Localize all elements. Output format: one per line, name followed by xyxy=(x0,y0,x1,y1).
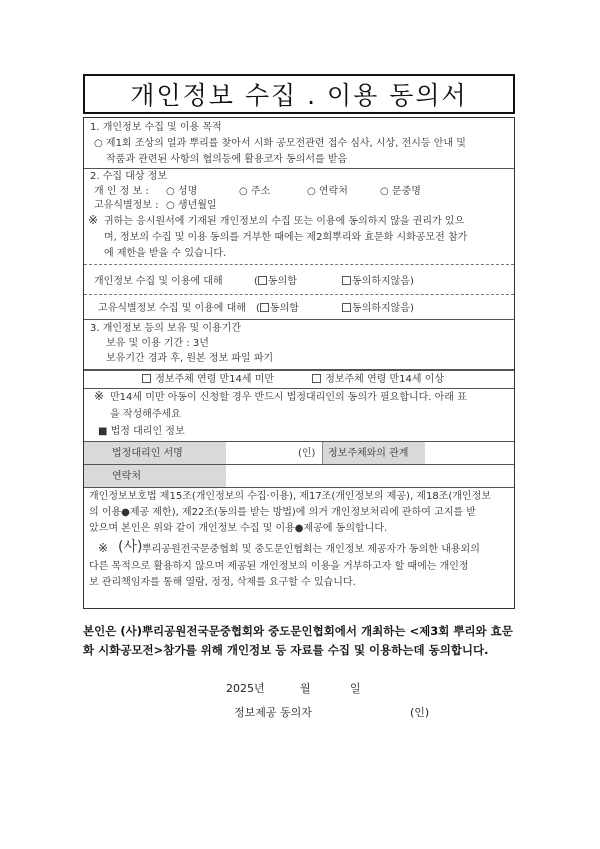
section1-heading: 1. 개인정보 수집 및 이용 목적 xyxy=(90,122,222,133)
title-box xyxy=(83,74,515,114)
checkbox-icon xyxy=(258,276,267,285)
personal-item-name: ○ 성명 xyxy=(166,186,198,197)
section3-heading: 3. 개인정보 등의 보유 및 이용기간 xyxy=(90,323,242,334)
note-line2: 며, 정보의 수집 및 이용 동의를 거부한 때에는 제2회뿌리와 효문화 시화공모전 참가 xyxy=(104,232,468,243)
divider xyxy=(84,294,514,295)
minor-note-line1: 만14세 미만 아동이 신청할 경우 반드시 법정대리인의 동의가 필요합니다. 아래 표 xyxy=(110,392,467,403)
consent1-agree[interactable]: ( 동의함 xyxy=(254,276,297,287)
signer-seal: (인) xyxy=(410,706,430,719)
section1-line1: ○ 제1회 조상의 얼과 뿌리를 찾아서 시화 공모전관련 접수 심사, 시상, 전시등 안내 및 xyxy=(94,138,466,149)
signer-label: 정보제공 동의자 xyxy=(234,706,312,719)
note-mark: ※ xyxy=(88,213,99,227)
personal-item-clan: ○ 문중명 xyxy=(380,186,421,197)
note-line1: 귀하는 응시원서에 기재된 개인정보의 수집 또는 이용에 동의하지 않을 권리가 있으 xyxy=(104,216,465,227)
final-note-line3: 보 관리책임자를 통해 열람, 정정, 삭제를 요구할 수 있습니다. xyxy=(89,577,356,588)
final-note-line1: 뿌리공원전국문중협회 및 중도문인협회는 개인정보 제공자가 동의한 내용외의 xyxy=(142,544,480,555)
checkbox-icon xyxy=(260,303,269,312)
document-title: 개인정보 수집 . 이용 동의서 xyxy=(130,81,468,110)
note-line3: 에 제한을 받을 수 있습니다. xyxy=(104,248,227,259)
date-year: 2025년 xyxy=(226,682,265,695)
section1-line2: 작품과 관련된 사항의 협의등에 활용코자 동의서를 받음 xyxy=(106,154,348,165)
divider xyxy=(84,369,514,371)
guardian-heading: ■ 법정 대리인 정보 xyxy=(98,426,185,437)
minor-note-mark: ※ xyxy=(94,389,105,403)
guardian-seal: (인) xyxy=(298,448,316,459)
law-line2: 의 이용●제공 제한), 제22조(동의를 받는 방법)에 의거 개인정보처리에 관하여 고지를 받 xyxy=(89,507,476,518)
consent-form xyxy=(83,117,515,609)
law-line3: 았으며 본인은 위와 같이 개인정보 수집 및 이용●제공에 동의합니다. xyxy=(89,523,388,534)
checkbox-icon xyxy=(312,374,321,383)
consent2-label: 고유식별정보 수집 및 이용에 대해 xyxy=(98,303,246,314)
consent1-label: 개인정보 수집 및 이용에 대해 xyxy=(94,276,223,287)
consent1-disagree[interactable]: 동의하지않음) xyxy=(342,275,414,288)
section3-line1: 보유 및 이용 기간 : 3년 xyxy=(106,338,209,349)
personal-item-contact: ○ 연락처 xyxy=(307,186,348,197)
contact-label-cell xyxy=(84,465,226,487)
guardian-sign-label: 법정대리인 서명 xyxy=(112,448,183,459)
minor-note-line2: 을 작성해주세요 xyxy=(110,409,181,420)
personal-info-label: 개 인 정 보 : xyxy=(94,186,149,197)
divider xyxy=(84,487,514,488)
personal-item-address: ○ 주소 xyxy=(239,186,271,197)
consent2-agree[interactable]: ( 동의함 xyxy=(256,303,299,314)
unique-item-birthdate: ○ 생년월일 xyxy=(166,200,217,211)
guardian-relation-label: 정보주체와의 관계 xyxy=(328,448,409,459)
divider xyxy=(84,264,514,265)
checkbox-icon xyxy=(142,374,151,383)
section2-heading: 2. 수집 대상 정보 xyxy=(90,171,168,182)
date-month: 월 xyxy=(300,682,311,695)
final-note-mark: ※ xyxy=(98,541,109,555)
age-over-14[interactable]: 정보주체 연령 만14세 이상 xyxy=(312,373,444,386)
date-day: 일 xyxy=(350,682,361,695)
final-note-line2: 다른 목적으로 활용하지 않으며 제공된 개인정보의 이용을 거부하고자 할 때에는 개인정 xyxy=(89,561,469,572)
guardian-contact-label: 연락처 xyxy=(112,471,141,482)
divider xyxy=(84,388,514,389)
checkbox-icon xyxy=(342,303,351,312)
law-line1: 개인정보보호법 제15조(개인정보의 수집·이용), 제17조(개인정보의 제공), 제18조(개인정보 xyxy=(89,491,491,502)
divider xyxy=(84,319,514,320)
age-under-14[interactable]: 정보주체 연령 만14세 미만 xyxy=(142,373,274,386)
consent2-disagree[interactable]: 동의하지않음) xyxy=(342,302,414,315)
unique-info-label: 고유식별정보 : xyxy=(94,200,159,211)
section3-line2: 보유기간 경과 후, 원본 정보 파일 파기 xyxy=(106,353,274,364)
divider xyxy=(84,168,514,169)
final-note-org: (사) xyxy=(118,539,143,555)
checkbox-icon xyxy=(342,276,351,285)
declaration: 본인은 (사)뿌리공원전국문중협회와 중도문인협회에서 개최하는 <제3회 뿌리와 효문화 시화공모전>참가를 위해 개인정보 등 자료를 수집 및 이용하는데 동의합니다. xyxy=(83,624,513,657)
